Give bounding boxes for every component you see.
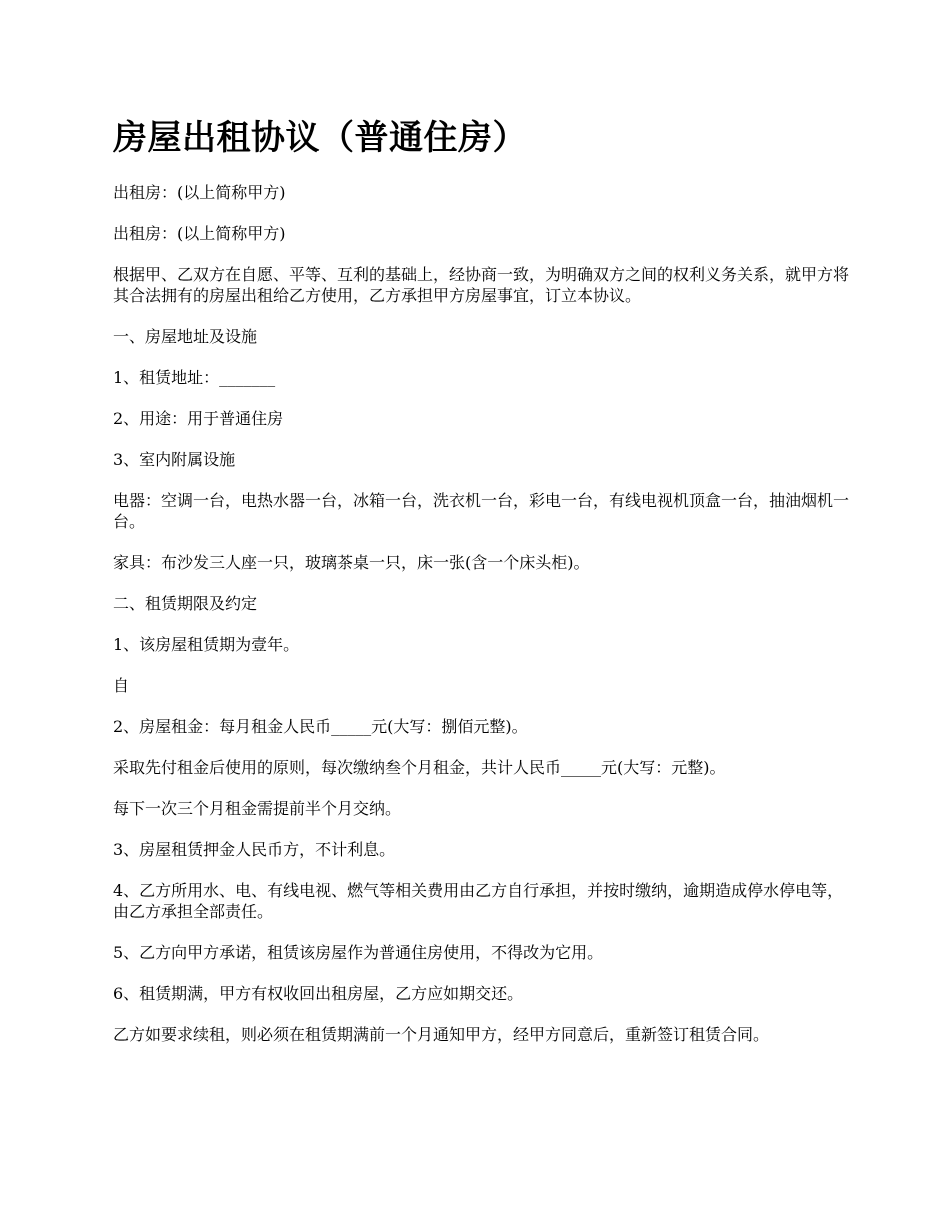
document-page [113,112,853,1065]
clause-deposit: 3、房屋租赁押金人民币方，不计利息。 [113,840,396,859]
clause-facilities: 3、室内附属设施 [113,450,236,469]
clause-rent: 2、房屋租金：每月租金人民币_____元(大写：捌佰元整)。 [113,717,528,736]
clause-expiry: 6、租赁期满，甲方有权收回出租房屋，乙方应如期交还。 [113,984,524,1003]
paragraph-payment-method: 采取先付租金后使用的原则，每次缴纳叁个月租金，共计人民币_____元(大写：元整)。 [113,758,726,777]
clause-utilities: 4、乙方所用水、电、有线电视、燃气等相关费用由乙方自行承担，并按时缴纳，逾期造成停水停电等，由乙方承担全部责任。 [113,881,844,921]
paragraph-lessor-repeat: 出租房：(以上简称甲方) [113,224,286,243]
paragraph-from: 自 [113,676,130,695]
paragraph-appliances: 电器：空调一台，电热水器一台，冰箱一台，洗衣机一台，彩电一台，有线电视机顶盒一台，抽油烟机一台。 [113,491,850,531]
section-heading-term: 二、租赁期限及约定 [113,594,258,613]
clause-residential-use: 5、乙方向甲方承诺，租赁该房屋作为普通住房使用，不得改为它用。 [113,943,604,962]
document-title: 房屋出租协议（普通住房） [113,118,527,158]
clause-usage: 2、用途：用于普通住房 [113,409,284,428]
paragraph-renewal: 乙方如要求续租，则必须在租赁期满前一个月通知甲方，经甲方同意后，重新签订租赁合同。 [113,1025,770,1044]
paragraph-lessor: 出租房：(以上简称甲方) [113,183,286,202]
paragraph-preamble: 根据甲、乙双方在自愿、平等、互利的基础上，经协商一致，为明确双方之间的权利义务关系，就甲方将其合法拥有的房屋出租给乙方使用，乙方承担甲方房屋事宜，订立本协议。 [113,265,850,305]
section-heading-address: 一、房屋地址及设施 [113,327,258,346]
clause-lease-address: 1、租赁地址：_______ [113,368,276,387]
clause-lease-term: 1、该房屋租赁期为壹年。 [113,635,300,654]
paragraph-furniture: 家具：布沙发三人座一只，玻璃茶桌一只，床一张(含一个床头柜)。 [113,553,590,572]
paragraph-payment-advance: 每下一次三个月租金需提前半个月交纳。 [113,799,402,818]
